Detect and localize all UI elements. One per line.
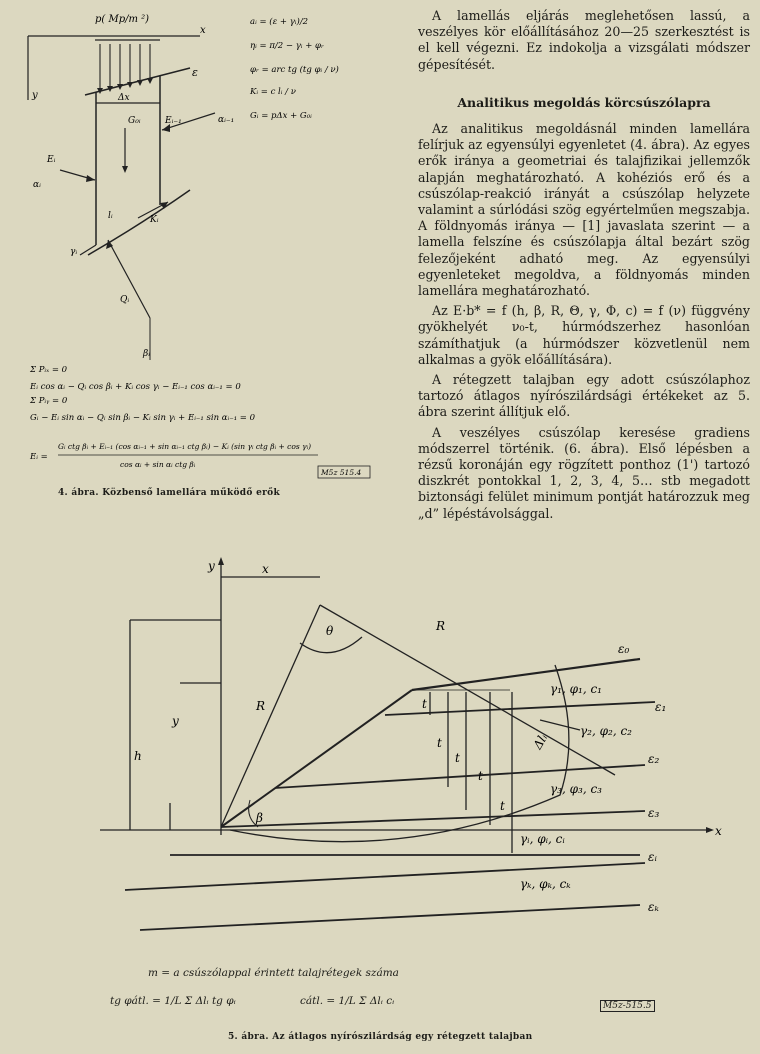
ei1-label: Eᵢ₋₁ [165, 116, 182, 126]
eq-sum-y: Σ Pᵢᵧ = 0 [30, 396, 68, 406]
layer-k-label: γₖ, φₖ, cₖ [520, 877, 571, 891]
eq-right-2: ηᵢ = π/2 − γᵢ + φᵣ [250, 41, 324, 51]
epsilon-2-label: ε₂ [648, 752, 660, 766]
epsilon-1-label: ε₁ [655, 700, 667, 714]
fig5-stamp: M5z-515.5 [600, 1000, 655, 1012]
li-label: lᵢ [108, 211, 113, 221]
figure-4-diagram [0, 0, 390, 520]
ti-label: t [478, 769, 483, 783]
formula-c-avg: cátl. = 1/L Σ Δlᵢ cᵢ [300, 995, 395, 1007]
epsilon-k-label: εₖ [648, 900, 659, 914]
layer-1-label: γ₁, φ₁, c₁ [550, 682, 602, 696]
epsilon-i-label: εᵢ [648, 850, 657, 864]
x-axis-label: x [200, 25, 206, 36]
section-heading: Analitikus megoldás körcsúszólapra [457, 94, 711, 110]
fig5-caption: 5. ábra. Az átlagos nyírószilárdság egy rétegzett talajban [228, 1032, 533, 1042]
ai-label: αᵢ [33, 180, 41, 190]
dx-label: Δx [118, 93, 130, 103]
ei-label: Eᵢ [47, 155, 56, 165]
gi-label: γᵢ [70, 247, 78, 257]
eq-x-balance: Eᵢ cos αᵢ − Qᵢ cos βᵢ + Kᵢ cos γᵢ − Eᵢ₋₁ cos αᵢ₋₁ = 0 [30, 382, 241, 392]
epsilon-3-label: ε₃ [648, 806, 660, 820]
figure-5-diagram [100, 555, 740, 965]
ai1-label: αᵢ₋₁ [218, 115, 235, 125]
eq-final-lhs: Eᵢ = [30, 452, 48, 462]
m-definition: m = a csúszólappal érintett talajrétegek száma [148, 967, 399, 979]
h-label: h [134, 749, 142, 763]
eq-right-1: aᵢ = (ε + γᵢ)/2 [250, 17, 309, 27]
paragraph-2: Az analitikus megoldásnál minden lamellára felírjuk az egyensúlyi egyenletet (4. ábra). Az egyes erők iránya a geometriai és talajfizikai jellemzők alapján meghatározható. A kohéziós erő és a csúszólap-reakció irányát a csúszólap helyzete valamint a súrlódási szög egyértelműen megszabja. A földnyomás iránya — [1] javaslata szerint — a lamella felszíne és csúszólapja által bezárt szög felezőjeként adható meg. Az egyensúlyi egyenleteket megoldva, a földnyomás minden lamellára meghatározható. [418, 121, 750, 299]
t1-label: t [422, 697, 427, 711]
theta-label: θ [326, 624, 334, 638]
radius-label-2: R [436, 619, 446, 633]
paragraph-4: A rétegzett talajban egy adott csúszólaphoz tartozó átlagos nyírószilárdsági értékeket az 5. ábra szerint állítjuk elő. [418, 372, 750, 420]
tk-label: t [500, 799, 505, 813]
eq-y-balance: Gᵢ − Eᵢ sin αᵢ − Qᵢ sin βᵢ − Kᵢ sin γᵢ + Eᵢ₋₁ sin αᵢ₋₁ = 0 [30, 413, 256, 423]
article-column [418, 8, 750, 526]
bi-label: βᵢ [143, 349, 151, 359]
radius-label-1: R [256, 699, 266, 713]
paragraph-1: A lamellás eljárás meglehetősen lassú, a veszélyes kör előállításához 20—25 szerkesztést is el kell végezni. Ez indokolja a vizsgálati módszer gépesítését. [418, 8, 750, 72]
eq-final-denominator: cos αᵢ + sin αᵢ ctg βᵢ [120, 460, 196, 469]
y-axis-label: y [32, 90, 38, 101]
eq-final-numerator: Gᵢ ctg βᵢ + Eᵢ₋₁ (cos αᵢ₋₁ + sin αᵢ₋₁ ctg βᵢ) − Kᵢ (sin γᵢ ctg βᵢ + cos γᵢ) [58, 442, 312, 451]
fig5-x-axis: x [715, 824, 722, 838]
layer-i-label: γᵢ, φᵢ, cᵢ [520, 832, 565, 846]
eq-right-5: Gᵢ = pΔx + G₀ᵢ [250, 111, 312, 121]
qi-label: Qᵢ [120, 295, 130, 305]
beta-label: β [256, 811, 263, 825]
eq-right-4: Kᵢ = c lᵢ / ν [250, 87, 296, 97]
paragraph-3: Az E·b* = f (h, β, R, Θ, γ, Φ, c) = f (ν) függvény gyökhelyét ν₀-t, húrmódszerhez hasonlóan számíthatjuk (a húrmódszer közvetlenül nem alkalmas a gyök előállítására). [418, 303, 750, 367]
g-label: G₀ᵢ [128, 116, 141, 126]
layer-3-label: γ₃, φ₃, c₃ [550, 782, 602, 796]
eq-right-3: φᵣ = arc tg (tg φᵢ / ν) [250, 65, 339, 75]
fig4-stamp: M5z 515.4 [321, 468, 362, 477]
t2-label: t [437, 736, 442, 750]
eq-sum-x: Σ Pᵢₓ = 0 [30, 365, 68, 375]
paragraph-5: A veszélyes csúszólap keresése gradiens módszerrel történik. (6. ábra). Első lépésben a rézsű koronáján egy rögzített ponthoz (1') tartozó diszkrét pontokkal 1, 2, 3, 4, 5… stb megadott biztonsági felület minimum pontját határozzuk meg „d” lépéstávolsággal. [418, 424, 750, 521]
epsilon-label: ε [192, 66, 198, 79]
fig5-y-axis: y [208, 559, 215, 573]
fig5-y-label: y [172, 714, 179, 728]
load-label: p( Mp/m ²) [95, 14, 150, 25]
epsilon-0-label: ε₀ [618, 642, 630, 656]
layer-2-label: γ₂, φ₂, c₂ [580, 724, 632, 738]
fig5-x-length: x [262, 562, 269, 576]
fig4-caption: 4. ábra. Közbenső lamellára működő erők [58, 488, 281, 498]
ki-label: Kᵢ [150, 215, 159, 225]
dl-label: Δlᵢ [530, 731, 551, 752]
formula-tg-phi: tg φátl. = 1/L Σ Δlᵢ tg φᵢ [110, 995, 236, 1007]
t3-label: t [455, 751, 460, 765]
